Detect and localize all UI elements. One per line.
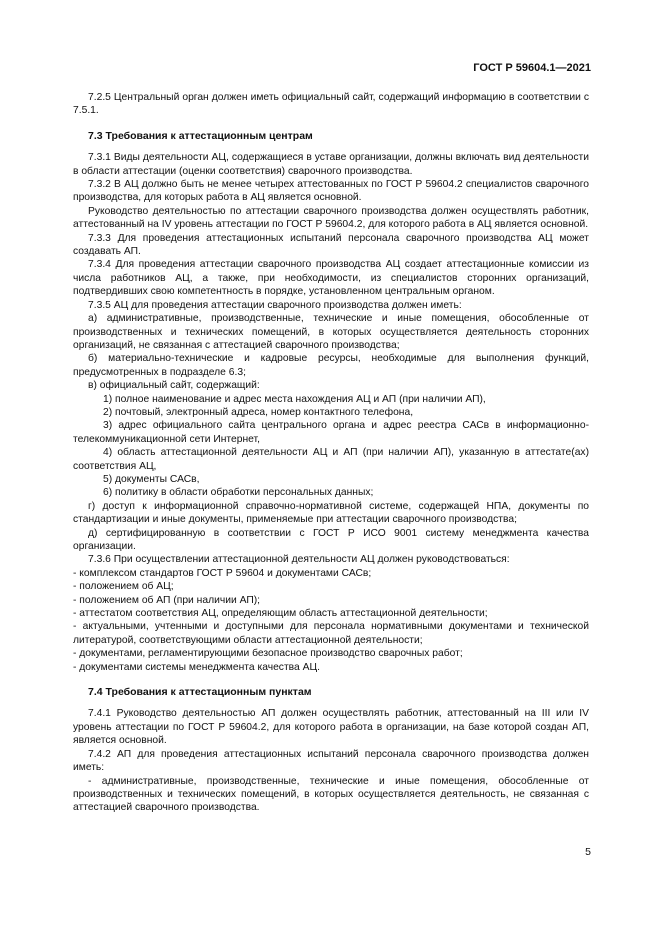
clause-7-3-5-g: г) доступ к информационной справочно-нормативной системе, содержащей НПА, документы по стандартизации и иные документы, применяемые при аттестации сварочного производства;: [73, 500, 589, 526]
section-7-3-title: 7.3 Требования к аттестационным центрам: [88, 129, 313, 142]
clause-7-4-1: 7.4.1 Руководство деятельностью АП должен осуществлять работник, аттестованный на III или IV уровень аттестации по ГОСТ Р 59604.2, для которого работа в организации, на базе которой создан АП, является основной.: [73, 708, 589, 747]
clause-7-3-4: 7.3.4 Для проведения аттестации сварочного производства АЦ создает аттестационные комиссии из числа работников АЦ, а также, при необходимости, из специалистов сторонних организаций, подтвердивших свою компетентность в порядке, установленном центральным органом.: [73, 259, 589, 298]
page-content: [73, 91, 589, 815]
site-item-5: 5) документы САСв,: [103, 473, 200, 485]
guidance-item-1: - комплексом стандартов ГОСТ Р 59604 и документами САСв;: [73, 567, 372, 579]
clause-7-3-1: 7.3.1 Виды деятельности АЦ, содержащиеся в уставе организации, должны включать вид деятельности в области аттестации (оценки соответствия) сварочного производства.: [73, 152, 589, 177]
site-item-4: 4) область аттестационной деятельности АЦ и АП (при наличии АП), указанную в аттестате(ах) соответствия АЦ,: [73, 447, 589, 472]
clause-7-4-2: 7.4.2 АП для проведения аттестационных испытаний персонала сварочного производства должен иметь:: [73, 748, 589, 774]
guidance-item-5: - актуальными, учтенными и доступными для персонала нормативными документами и технической литературой, соответствующими области аттестационной деятельности;: [73, 621, 589, 646]
site-item-1: 1) полное наименование и адрес места нахождения АЦ и АП (при наличии АП),: [103, 393, 486, 405]
clause-7-3-2: 7.3.2 В АЦ должно быть не менее четырех аттестованных по ГОСТ Р 59604.2 специалистов сварочного производства, для которых работа в АЦ является основной.: [73, 179, 589, 204]
clause-7-3-6: 7.3.6 При осуществлении аттестационной деятельности АЦ должен руководствоваться:: [88, 554, 510, 566]
clause-7-3-5-d: д) сертифицированную в соответствии с ГОСТ Р ИСО 9001 систему менеджмента качества организации.: [73, 527, 589, 552]
document-header: ГОСТ Р 59604.1—2021: [473, 62, 591, 74]
guidance-item-6: - документами, регламентирующими безопасное производство сварочных работ;: [73, 648, 463, 660]
page-number: 5: [585, 846, 591, 858]
guidance-item-2: - положением об АЦ;: [73, 581, 174, 593]
clause-7-3-2-cont: Руководство деятельностью по аттестации сварочного производства должен осуществлять работник, аттестованный на IV уровень аттестации по ГОСТ Р 59604.2, для которого работа в АЦ является основной.: [73, 205, 589, 231]
guidance-item-7: - документами системы менеджмента качества АЦ.: [73, 661, 320, 673]
clause-7-3-5: 7.3.5 АЦ для проведения аттестации сварочного производства должен иметь:: [88, 299, 462, 311]
guidance-item-3: - положением об АП (при наличии АП);: [73, 594, 261, 606]
clause-7-3-3: 7.3.3 Для проведения аттестационных испытаний персонала сварочного производства АЦ может создавать АП.: [73, 232, 589, 258]
site-item-6: 6) политику в области обработки персональных данных;: [103, 487, 374, 499]
site-item-2: 2) почтовый, электронный адреса, номер контактного телефона,: [103, 406, 414, 418]
guidance-item-4: - аттестатом соответствия АЦ, определяющим область аттестационной деятельности;: [73, 608, 488, 620]
clause-7-3-5-v: в) официальный сайт, содержащий:: [88, 380, 260, 392]
site-item-3: 3) адрес официального сайта центрального органа и адрес реестра САСв в информационно-телекоммуникационной сети Интернет,: [73, 420, 589, 445]
clause-7-2-5: 7.2.5 Центральный орган должен иметь официальный сайт, содержащий информацию в соответствии с 7.5.1.: [73, 92, 589, 117]
section-7-4-title: 7.4 Требования к аттестационным пунктам: [88, 686, 312, 699]
clause-7-3-5-b: б) материально-технические и кадровые ресурсы, необходимые для выполнения функций, предусмотренных в подразделе 6.3;: [73, 353, 589, 378]
clause-7-4-2-item: - административные, производственные, технические и иные помещения, обособленные от производственных и технических помещений, в которых осуществляется деятельность, не связанная с аттестацией сварочного производства.: [73, 775, 589, 814]
clause-7-3-5-a: а) административные, производственные, технические и иные помещения, обособленные от производственных и технических помещений, в которых осуществляется деятельность сторонних организаций, не связанная с аттестацией сварочного производства;: [73, 313, 589, 351]
